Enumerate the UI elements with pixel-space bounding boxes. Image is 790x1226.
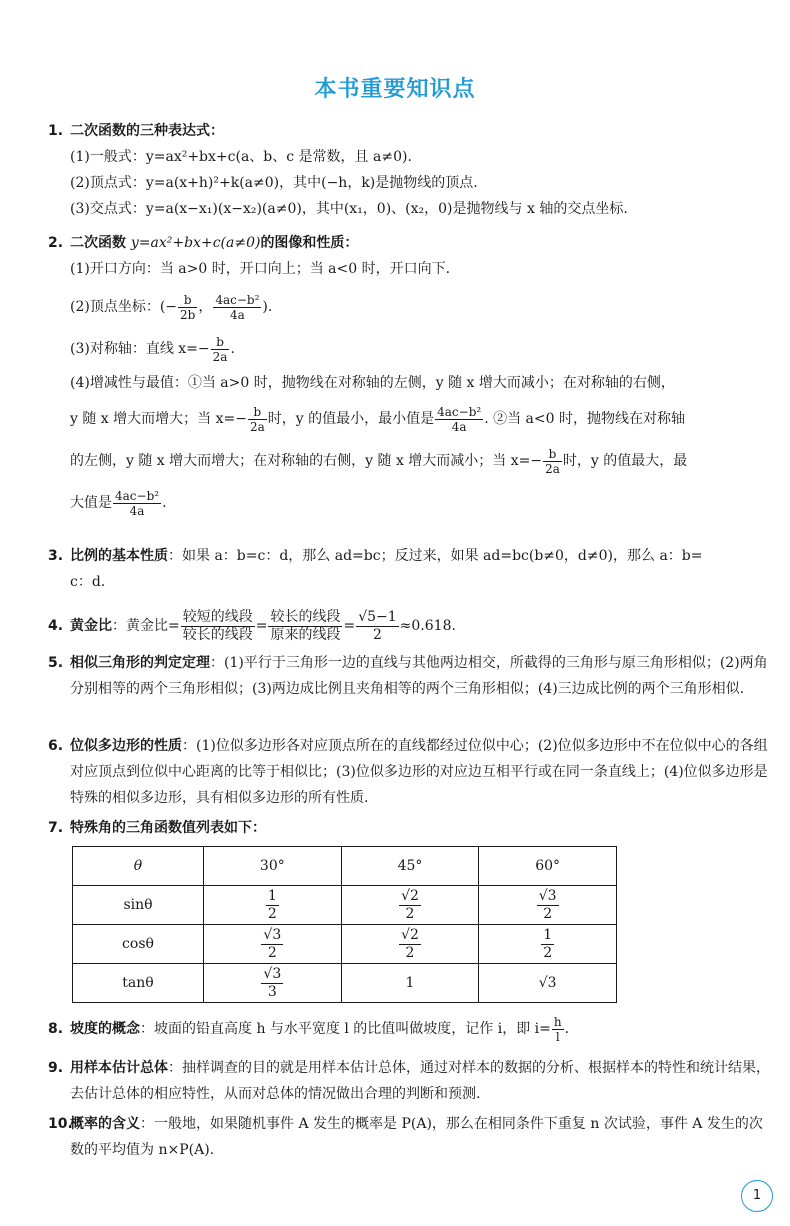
table-row — [73, 964, 617, 1003]
page-title: 本书重要知识点 — [314, 77, 476, 102]
line: y 随 x 增大而增大；当 x=− — [70, 411, 247, 427]
line: (2)顶点坐标：(− — [70, 299, 178, 315]
table-cell: 1 — [341, 964, 479, 1003]
item-number: 1. — [48, 123, 64, 139]
line: 大值是 — [70, 495, 112, 511]
line: 时，y 的值最大，最 — [562, 453, 688, 469]
item-10 — [48, 1111, 776, 1163]
fraction: $\frac{\text{4ac−b²}}{4a}$ — [437, 404, 482, 434]
fraction: $\frac{\text{较短的线段}}{\text{较长的线段}}$ — [182, 608, 253, 643]
line: ：抽样调查的目的就是用样本估计总体，通过对样本的数据的分析、根据样本的特性和统计结果，去估计总体的相应特性，从而对总体的情况做出合理的判断和预测. — [70, 1060, 770, 1102]
line: . ②当 a<0 时，抛物线在对称轴 — [484, 411, 685, 427]
fraction: $\frac{\text{较长的线段}}{\text{原来的线段}}$ — [270, 608, 341, 643]
fraction: $\frac{h}{l}$ — [553, 1014, 562, 1044]
item-number: 9. — [48, 1060, 64, 1076]
line: ：(1)平行于三角形一边的直线与其他两边相交，所截得的三角形与原三角形相似；(2)两角分别相等的两个三角形相似；(3)两边成比例且夹角相等的两个三角形相似；(4)三边成比例的两个三角形相似. — [70, 655, 768, 697]
line: c：d. — [70, 574, 106, 590]
item-number: 2. — [48, 235, 64, 251]
item-number: 5. — [48, 655, 64, 671]
line: (3)交点式：y=a(x−x₁)(x−x₂)(a≠0)，其中(x₁，0)、(x₂，0)是抛物线与 x 轴的交点坐标. — [70, 201, 628, 217]
item-heading: 的图像和性质： — [260, 235, 359, 251]
line: 时，y 的值最小，最小值是 — [267, 411, 435, 427]
item-7 — [48, 815, 776, 841]
line: ：一般地，如果随机事件 A 发生的概率是 P(A)，那么在相同条件下重复 n 次试验，事件 A 发生的次数的平均值为 n×P(A). — [70, 1116, 763, 1158]
line: (2)顶点式：y=a(x+h)²+k(a≠0)，其中(−h，k)是抛物线的顶点. — [70, 175, 478, 191]
item-4: 4. 黄金比：黄金比= $\frac{\text{较短的线段}}{\text{较长的线段}}$ = $\frac{\text{较长的线段}}{\text{原来的线段}}$ = $\frac{√5-1}{2}$ ≈0.618. — [48, 608, 456, 643]
fraction: $\frac{\text{4ac−b²}}{4a}$ — [115, 488, 160, 518]
line: (4)增减性与最值：①当 a>0 时，抛物线在对称轴的左侧，y 随 x 增大而减小；在对称轴的右侧， — [70, 375, 675, 391]
item-8: 8. 坡度的概念：坡面的铅直高度 h 与水平宽度 l 的比值叫做坡度，记作 i，即 i= $\frac{h}{l}$ . — [48, 1012, 776, 1046]
page-number: 1 — [741, 1180, 773, 1212]
item-number: 3. — [48, 548, 64, 564]
line: (3)对称轴：直线 x=− — [70, 341, 210, 357]
table-cell: $\frac{√2}{2}$ — [341, 925, 479, 964]
line: ：黄金比= — [112, 618, 180, 634]
table-cell: $\frac{1}{2}$ — [204, 886, 342, 925]
item-heading: 比例的基本性质 — [70, 548, 168, 564]
table-row — [73, 886, 617, 925]
item-heading: 特殊角的三角函数值列表如下： — [70, 820, 266, 836]
item-1 — [48, 118, 776, 222]
item-heading: 用样本估计总体 — [70, 1060, 168, 1076]
line: (1)开口方向：当 a>0 时，开口向上；当 a<0 时，开口向下. — [70, 261, 451, 277]
item-heading: 二次函数的三种表达式： — [70, 123, 224, 139]
table-header-cell: 45° — [341, 847, 479, 886]
table-cell: $\frac{√3}{2}$ — [204, 925, 342, 964]
item-number: 4. — [48, 618, 64, 634]
item-3 — [48, 543, 776, 595]
item-number: 7. — [48, 820, 64, 836]
table-row — [73, 847, 617, 886]
table-cell: tanθ — [73, 964, 204, 1003]
item-5 — [48, 650, 776, 702]
item-heading: 黄金比 — [70, 618, 112, 634]
item-heading: 二次函数 — [70, 235, 131, 251]
fraction: $\frac{b}{2b}$ — [180, 292, 196, 322]
table-row — [73, 925, 617, 964]
trig-table — [72, 846, 617, 1003]
line: ：(1)位似多边形各对应顶点所在的直线都经过位似中心；(2)位似多边形中不在位似中心的各组对应顶点到位似中心距离的比等于相似比；(3)位似多边形的对应边互相平行或在同一条直线上；(4)位似多边形是特殊的相似多边形，具有相似多边形的所有性质. — [70, 738, 768, 806]
table-cell: $\frac{√2}{2}$ — [341, 886, 479, 925]
item-heading: 坡度的概念 — [70, 1021, 140, 1037]
item-number: 10. — [48, 1116, 73, 1132]
item-number: 6. — [48, 738, 64, 754]
line: 的左侧，y 随 x 增大而增大；在对称轴的右侧，y 随 x 增大而减小；当 x=− — [70, 453, 543, 469]
line: (1)一般式：y=ax²+bx+c(a、b、c 是常数，且 a≠0). — [70, 149, 412, 165]
table-cell: $\frac{√3}{2}$ — [479, 886, 617, 925]
line: ：坡面的铅直高度 h 与水平宽度 l 的比值叫做坡度，记作 i，即 i= — [140, 1021, 551, 1037]
fraction: $\frac{b}{2a}$ — [249, 404, 265, 434]
table-cell: $\frac{1}{2}$ — [479, 925, 617, 964]
item-2: 2. 二次函数 y=ax²+bx+c(a≠0)的图像和性质： (1)开口方向：当 a>0 时，开口向上；当 a<0 时，开口向下. (2)顶点坐标：(− $\frac{b}{2b}$ ， $\frac{\text{4ac−b²}}{4a}$ ). (3)对称轴：直线 x=− $\frac{b}{2a}$ . (4)增减性与最值：①当 a>0 时，抛物线在对称轴的左侧，y 随 x 增大而减小；在对称轴的右侧， y 随 x 增大而增大；当 x=− $\frac{b}{2a}$ 时，y 的值最小，最小值是 $\frac{\text{4ac−b²}}{4a}$ . ②当 a<0 时，抛物线在对称轴 的左侧，y 随 x 增大而增大；在对称轴的右侧，y 随 x 增大而减小；当 x=− $\frac{b}{2a}$ 时，y 的值最大，最 大值是 $\frac{\text{4ac−b²}}{4a}$ . — [48, 230, 776, 520]
table-cell: √3 — [479, 964, 617, 1003]
line: ：如果 a：b=c：d，那么 ad=bc；反过来，如果 ad=bc(b≠0，d≠0)，那么 a：b= — [168, 548, 703, 564]
fraction: $\frac{√5-1}{2}$ — [358, 608, 397, 643]
table-cell: cosθ — [73, 925, 204, 964]
fraction: $\frac{b}{2a}$ — [545, 446, 560, 476]
table-cell: sinθ — [73, 886, 204, 925]
item-number: 8. — [48, 1021, 64, 1037]
formula: y=ax²+bx+c(a≠0) — [130, 235, 261, 251]
table-header-cell: 30° — [204, 847, 342, 886]
table-header-cell: 60° — [479, 847, 617, 886]
fraction: $\frac{\text{4ac−b²}}{4a}$ — [215, 292, 260, 322]
item-heading: 概率的含义 — [70, 1116, 140, 1132]
fraction: $\frac{b}{2a}$ — [212, 334, 228, 364]
item-6 — [48, 733, 776, 811]
table-header-cell: θ — [73, 847, 204, 886]
item-9 — [48, 1055, 776, 1107]
line: ≈0.618. — [399, 618, 456, 634]
table-cell: $\frac{√3}{3}$ — [204, 964, 342, 1003]
item-heading: 相似三角形的判定定理 — [70, 655, 210, 671]
item-heading: 位似多边形的性质 — [70, 738, 182, 754]
